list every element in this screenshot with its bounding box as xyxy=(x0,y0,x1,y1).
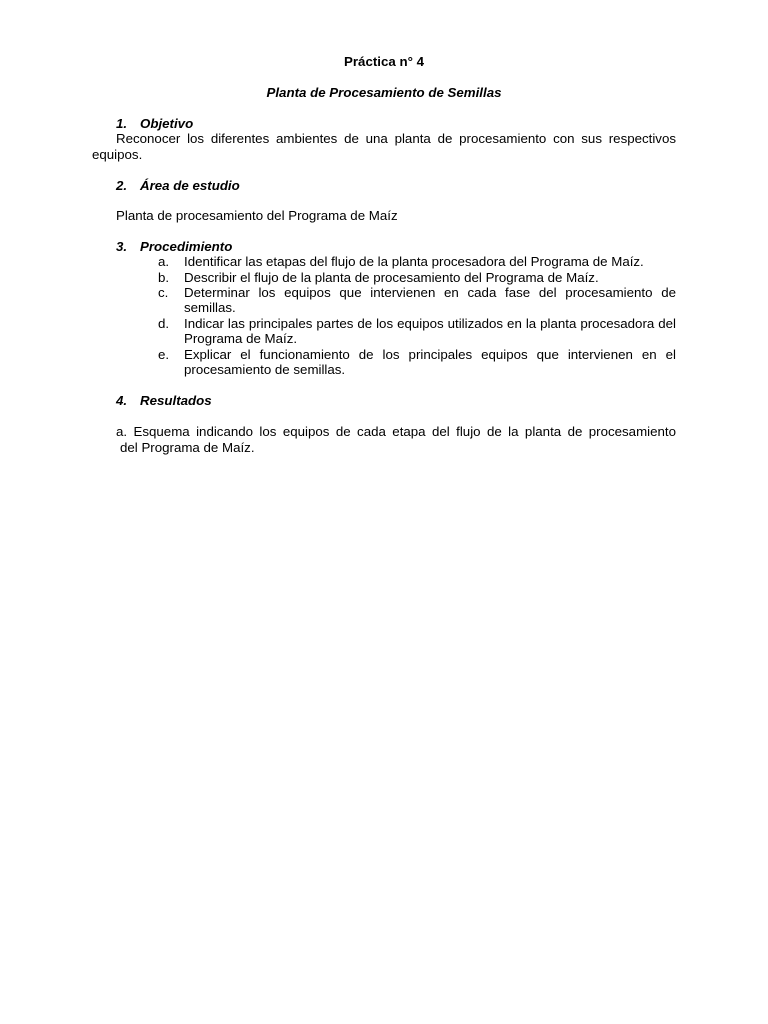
list-marker: c. xyxy=(158,285,169,300)
resultados-text-line1: a. Esquema indicando los equipos de cada etapa del flujo de la planta de procesamiento xyxy=(116,424,676,439)
objetivo-text-line1: Reconocer los diferentes ambientes de una planta de procesamiento con sus respectivos xyxy=(116,131,676,146)
list-item-text: Determinar los equipos que intervienen en cada fase del procesamiento de semillas. xyxy=(184,285,676,316)
section-number: 1. xyxy=(116,116,128,131)
list-item-text: Describir el flujo de la planta de procesamiento del Programa de Maíz. xyxy=(184,270,599,285)
section-title: Área de estudio xyxy=(140,178,240,193)
list-marker: a. xyxy=(158,254,170,269)
section-number: 2. xyxy=(116,178,128,193)
objetivo-text-line2: equipos. xyxy=(92,147,143,162)
section-number: 3. xyxy=(116,239,128,254)
list-item-text: Indicar las principales partes de los equipos utilizados en la planta procesadora del Programa de Maíz. xyxy=(184,316,676,347)
document-title: Práctica n° 4 xyxy=(344,54,424,69)
document-subtitle: Planta de Procesamiento de Semillas xyxy=(266,85,502,100)
section-procedimiento-heading xyxy=(116,239,232,254)
list-item-text: Identificar las etapas del flujo de la planta procesadora del Programa de Maíz. xyxy=(184,254,644,269)
procedimiento-item xyxy=(158,316,676,347)
list-marker: b. xyxy=(158,270,170,285)
section-title: Resultados xyxy=(140,393,212,408)
procedimiento-item xyxy=(158,270,676,286)
procedimiento-item xyxy=(158,347,676,378)
list-marker: d. xyxy=(158,316,170,331)
procedimiento-item xyxy=(158,285,676,316)
list-item-text: Explicar el funcionamiento de los principales equipos que intervienen en el procesamiento de semillas. xyxy=(184,347,676,378)
resultados-text-line2: del Programa de Maíz. xyxy=(120,440,255,455)
section-area-heading xyxy=(116,178,240,193)
list-marker: e. xyxy=(158,347,170,362)
section-title: Procedimiento xyxy=(140,239,233,254)
section-resultados-heading xyxy=(116,393,212,408)
section-title: Objetivo xyxy=(140,116,194,131)
area-text: Planta de procesamiento del Programa de Maíz xyxy=(116,208,398,223)
procedimiento-item xyxy=(158,254,676,270)
section-objetivo-heading xyxy=(116,116,193,131)
section-number: 4. xyxy=(116,393,128,408)
